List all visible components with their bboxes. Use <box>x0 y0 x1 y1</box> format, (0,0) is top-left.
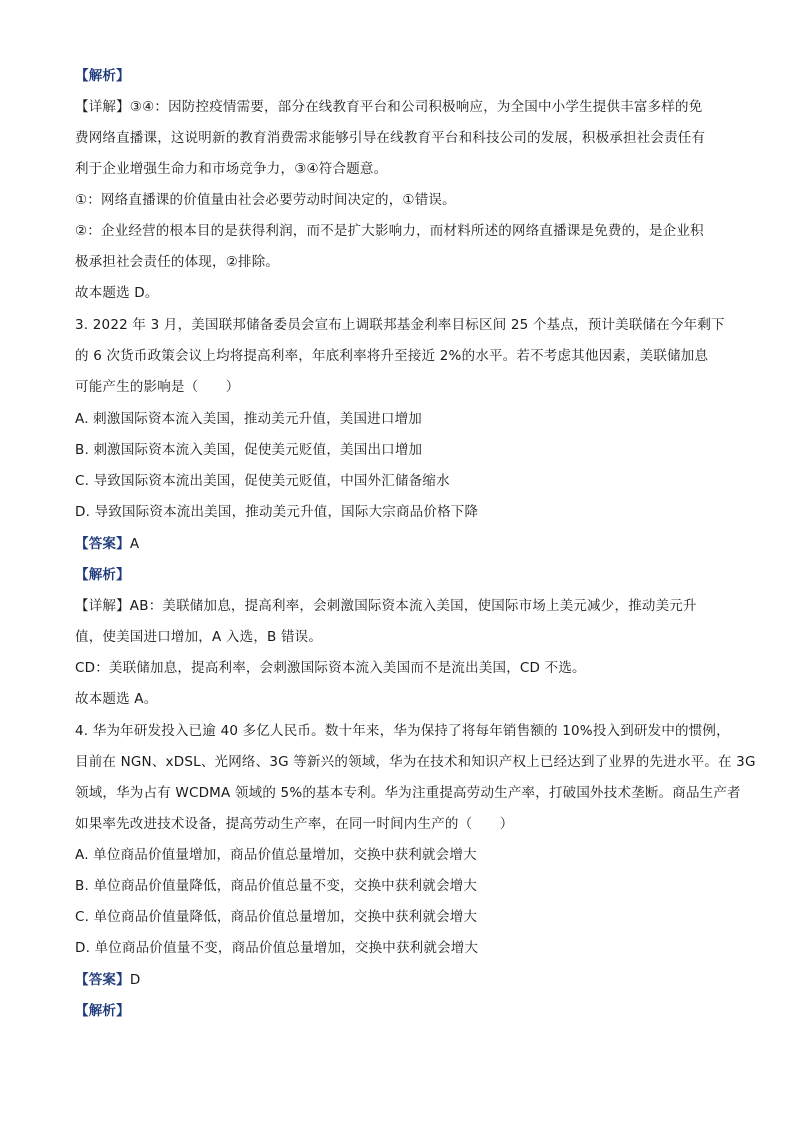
answer-value: A <box>129 536 140 552</box>
conclusion: 故本题选 A。 <box>75 691 158 707</box>
detail-line: CD：美联储加息，提高利率，会刺激国际资本流入美国而不是流出美国，CD 不选。 <box>75 660 586 676</box>
explanation-item-1: ①：网络直播课的价值量由社会必要劳动时间决定的，①错误。 <box>75 192 456 208</box>
explanation-item-2-cont: 极承担社会责任的体现，②排除。 <box>75 254 280 270</box>
question-3-option-c: C. 导致国际资本流出美国，促使美元贬值，中国外汇储备缩水 <box>75 473 450 489</box>
analysis-heading: 【解析】 <box>75 68 130 84</box>
question-3-stem: 可能产生的影响是（ ） <box>75 379 240 395</box>
question-3-answer <box>75 534 139 554</box>
question-4-stem: 4. 华为年研发投入已逾 40 多亿人民币。数十年来，华为保持了将每年销售额的 10%投入到研发中的惯例， <box>75 723 730 739</box>
question-4-stem: 领域，华为占有 WCDMA 领域的 5%的基本专利。华为注重提高劳动生产率，打破国外技术垄断。商品生产者 <box>75 785 741 801</box>
question-4-option-b: B. 单位商品价值量降低，商品价值总量不变，交换中获利就会增大 <box>75 878 478 894</box>
explanation-item-2: ②：企业经营的根本目的是获得利润，而不是扩大影响力，而材料所述的网络直播课是免费的，是企业积 <box>75 223 704 239</box>
question-3-option-b: B. 刺激国际资本流入美国，促使美元贬值，美国出口增加 <box>75 442 423 458</box>
question-3-stem: 3. 2022 年 3 月，美国联邦储备委员会宣布上调联邦基金利率目标区间 25 个基点，预计美联储在今年剩下 <box>75 317 725 333</box>
answer-value: D <box>129 972 141 988</box>
analysis-heading: 【解析】 <box>75 1003 130 1019</box>
question-4-option-a: A. 单位商品价值量增加，商品价值总量增加，交换中获利就会增大 <box>75 847 477 863</box>
conclusion: 故本题选 D。 <box>75 285 159 301</box>
question-3-option-a: A. 刺激国际资本流入美国，推动美元升值，美国进口增加 <box>75 411 422 427</box>
answer-label: 【答案】 <box>75 972 130 988</box>
detail-line: 【详解】③④：因防控疫情需要，部分在线教育平台和公司积极响应，为全国中小学生提供丰富多样的免 <box>75 99 703 115</box>
question-4-option-c: C. 单位商品价值量降低，商品价值总量增加，交换中获利就会增大 <box>75 909 478 925</box>
answer-label: 【答案】 <box>75 536 130 552</box>
question-4-stem: 目前在 NGN、xDSL、光网络、3G 等新兴的领域，华为在技术和知识产权上已经达到了业界的先进水平。在 3G <box>75 754 756 770</box>
question-3-stem: 的 6 次货币政策会议上均将提高利率，年底利率将升至接近 2%的水平。若不考虑其他因素，美联储加息 <box>75 348 709 364</box>
question-3-option-d: D. 导致国际资本流出美国，推动美元升值，国际大宗商品价格下降 <box>75 504 479 520</box>
question-4-stem: 如果率先改进技术设备，提高劳动生产率，在同一时间内生产的（ ） <box>75 816 514 832</box>
analysis-heading: 【解析】 <box>75 567 130 583</box>
detail-line: 值，使美国进口增加，A 入选，B 错误。 <box>75 629 323 645</box>
question-4-option-d: D. 单位商品价值量不变，商品价值总量增加，交换中获利就会增大 <box>75 940 479 956</box>
question-4-answer <box>75 970 140 990</box>
detail-line: 利于企业增强生命力和市场竞争力，③④符合题意。 <box>75 161 388 177</box>
detail-line: 【详解】AB：美联储加息，提高利率，会刺激国际资本流入美国，使国际市场上美元减少，推动美元升 <box>75 598 697 614</box>
detail-line: 费网络直播课，这说明新的教育消费需求能够引导在线教育平台和科技公司的发展，积极承担社会责任有 <box>75 130 706 146</box>
